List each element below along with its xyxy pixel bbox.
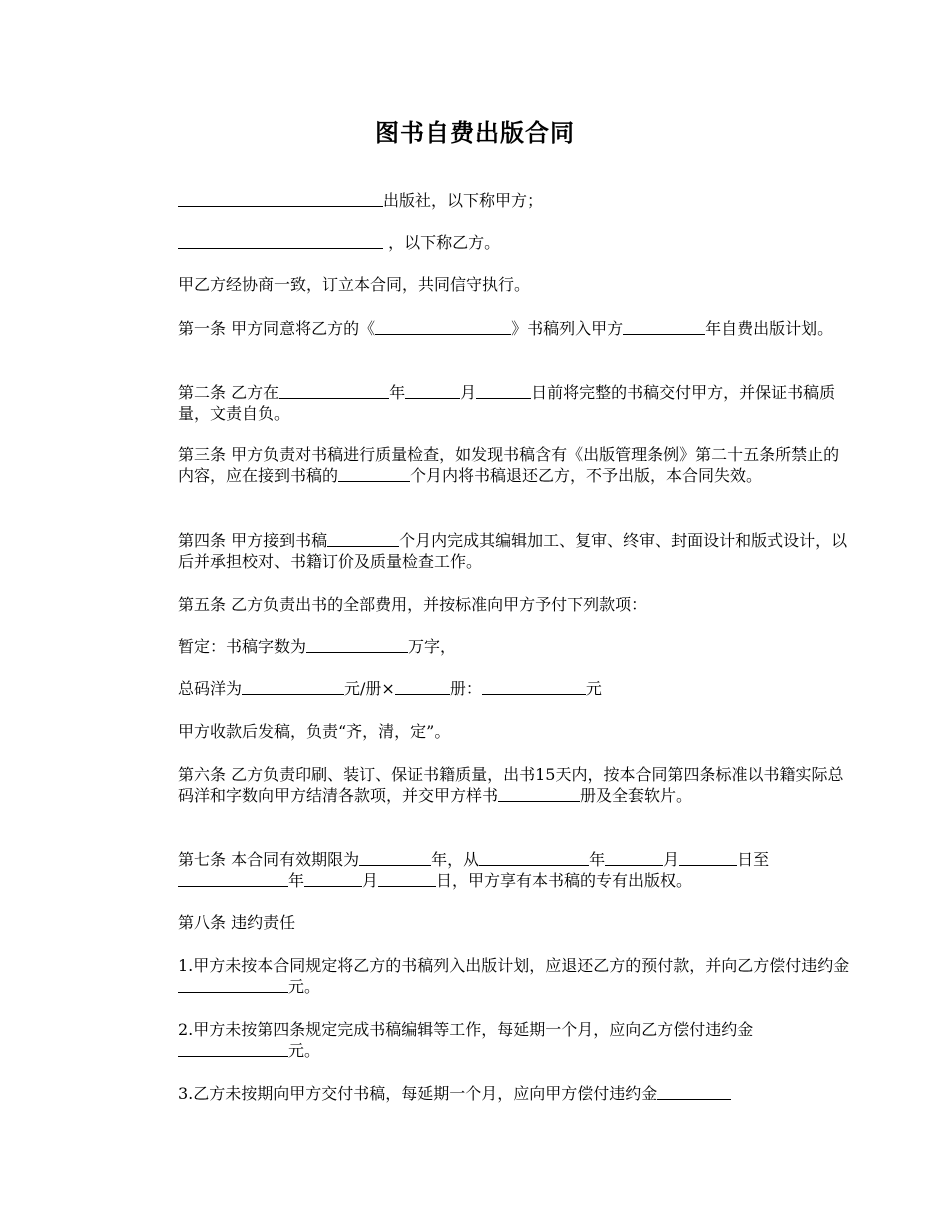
article-7: 第七条 本合同有效期限为 年，从 年 月 日至年 月 日，甲方享有本书稿的专有出版权。: [178, 850, 770, 890]
blank-field: [306, 637, 408, 653]
blank-field: [359, 850, 431, 866]
blank-field: [405, 383, 460, 399]
blank-field: [178, 233, 383, 249]
blank-field: [178, 871, 288, 887]
blank-field: [482, 679, 586, 695]
blank-field: [279, 383, 389, 399]
article-3: 第三条 甲方负责对书稿进行质量检查，如发现书稿含有《出版管理条例》第二十五条所禁止的内容，应在接到书稿的 个月内将书稿退还乙方，不予出版，本合同失效。: [178, 445, 840, 485]
party-b-line: ，以下称乙方。: [140, 232, 850, 253]
blank-field: [178, 977, 288, 993]
party-a-line: 出版社，以下称甲方；: [140, 190, 850, 211]
blank-field: [375, 319, 511, 335]
blank-field: [395, 679, 450, 695]
document-title: 图书自费出版合同: [375, 119, 575, 147]
intro-paragraph: 甲乙方经协商一致，订立本合同，共同信守执行。: [178, 275, 531, 294]
provisional-line: 暂定：书稿字数为 万字，: [178, 637, 457, 656]
blank-field: [657, 1084, 731, 1100]
blank-field: [178, 1041, 288, 1057]
blank-field: [479, 850, 589, 866]
total-line: 总码洋为 元/册× 册： 元: [178, 679, 602, 698]
article-2: 第二条 乙方在 年 月 日前将完整的书稿交付甲方，并保证书稿质量，文责自负。: [178, 383, 836, 423]
blank-field: [304, 871, 362, 887]
blank-field: [605, 850, 663, 866]
clause-2: 2.甲方未按第四条规定完成书稿编辑等工作，每延期一个月，应向乙方偿付违约金元。: [178, 1020, 754, 1060]
article-5: 第五条 乙方负责出书的全部费用，并按标准向甲方予付下列款项：: [178, 595, 648, 614]
blank-field: [679, 850, 737, 866]
receipt-line: 甲方收款后发稿，负责“齐，清，定”。: [178, 722, 451, 741]
blank-field: [327, 531, 399, 547]
article-4: 第四条 甲方接到书稿 个月内完成其编辑加工、复审、终审、封面设计和版式设计，以后并承担校对、书籍订价及质量检查工作。: [178, 531, 848, 571]
article-6: 第六条 乙方负责印刷、装订、保证书籍质量，出书15天内，按本合同第四条标准以书籍实际总码洋和字数向甲方结清各款项，并交甲方样书 册及全套软片。: [178, 765, 844, 805]
blank-field: [378, 871, 436, 887]
article-1: 第一条 甲方同意将乙方的《 》书稿列入甲方 年自费出版计划。: [178, 319, 834, 338]
blank-field: [242, 679, 344, 695]
clause-3: 3.乙方未按期向甲方交付书稿，每延期一个月，应向甲方偿付违约金: [140, 1083, 850, 1104]
blank-field: [476, 383, 531, 399]
blank-field: [498, 786, 580, 802]
blank-field: [178, 191, 383, 207]
article-8: 第八条 违约责任: [178, 913, 296, 932]
blank-field: [338, 466, 410, 482]
blank-field: [623, 319, 705, 335]
clause-1: 1.甲方未按本合同规定将乙方的书稿列入出版计划，应退还乙方的预付款，并向乙方偿付违约金元。: [178, 956, 850, 996]
